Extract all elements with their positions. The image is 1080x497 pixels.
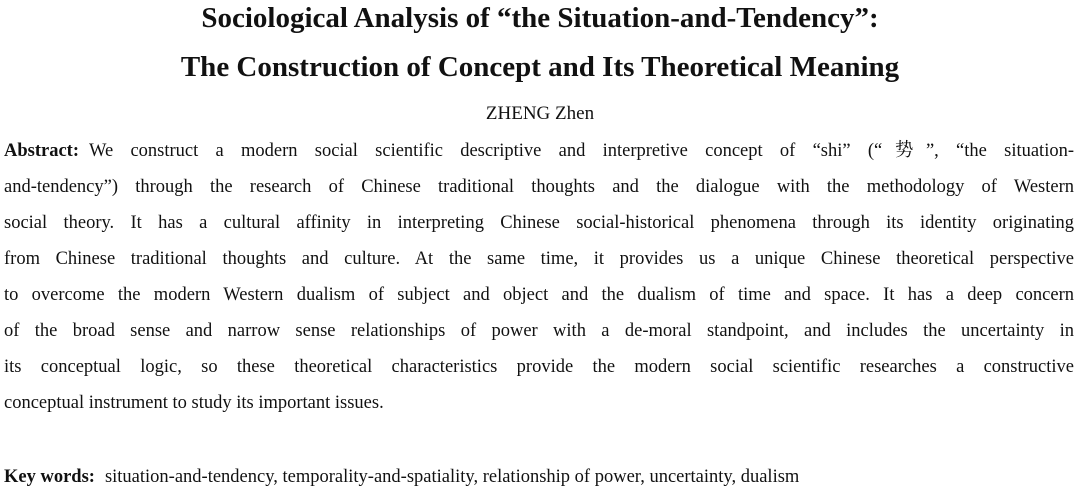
abstract-line-3: social theory. It has a cultural affinity in interpreting Chinese social-historical phenomena through its identity originating	[4, 213, 1074, 233]
paper-title-line-2: The Construction of Concept and Its Theoretical Meaning	[180, 51, 900, 83]
abstract	[4, 133, 1074, 421]
keywords	[4, 459, 1074, 495]
abstract-label: Abstract:	[4, 141, 80, 161]
abstract-line-2: and-tendency”) through the research of Chinese traditional thoughts and the dialogue with the methodology of Western	[4, 177, 1074, 197]
abstract-line-4: from Chinese traditional thoughts and culture. At the same time, it provides us a unique Chinese theoretical perspective	[4, 249, 1074, 269]
abstract-text-1: We construct a modern social scientific descriptive and interpretive concept of “shi” (“势”, “the situation-	[89, 141, 1074, 161]
abstract-line-5: to overcome the modern Western dualism of subject and object and the dualism of time and space. It has a deep concern	[4, 285, 1074, 305]
abstract-line-7: its conceptual logic, so these theoretical characteristics provide the modern social scientific researches a constructive	[4, 357, 1074, 377]
keywords-text: situation-and-tendency, temporality-and-spatiality, relationship of power, uncertainty, dualism	[104, 467, 800, 487]
abstract-line-8: conceptual instrument to study its important issues.	[4, 393, 384, 413]
paper-title-line-1: Sociological Analysis of “the Situation-and-Tendency”:	[201, 2, 879, 34]
author-name: ZHENG Zhen	[485, 103, 595, 124]
abstract-line-6: of the broad sense and narrow sense relationships of power with a de-moral standpoint, and includes the uncertainty in	[4, 321, 1074, 341]
abstract-line-1	[4, 133, 1074, 169]
keywords-label: Key words:	[4, 467, 95, 487]
